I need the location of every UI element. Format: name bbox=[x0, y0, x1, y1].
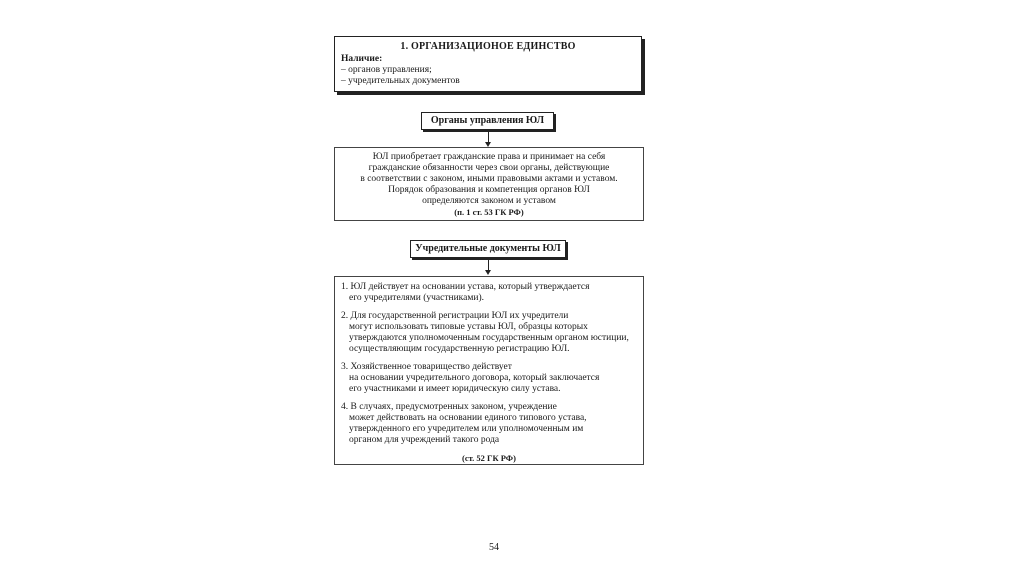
founding-paragraph-line: 3. Хозяйственное товарищество действует bbox=[341, 362, 512, 372]
founding-documents-citation: (ст. 52 ГК РФ) bbox=[462, 453, 516, 463]
org-unity-heading: Наличие: bbox=[341, 54, 383, 64]
founding-paragraph-line: органом для учреждений такого рода bbox=[349, 435, 500, 445]
governing-bodies-line: в соответствии с законом, иными правовыми актами и уставом. bbox=[360, 174, 618, 184]
governing-bodies-line: определяются законом и уставом bbox=[422, 196, 556, 206]
founding-paragraph-line: его участниками и имеет юридическую силу устава. bbox=[349, 384, 561, 394]
founding-documents-box bbox=[334, 276, 644, 465]
founding-paragraph-line: на основании учредительного договора, который заключается bbox=[349, 373, 600, 383]
founding-paragraph-line: 1. ЮЛ действует на основании устава, который утверждается bbox=[341, 282, 590, 292]
page-number: 54 bbox=[489, 542, 499, 553]
org-unity-title: 1. ОРГАНИЗАЦИОНОЕ ЕДИНСТВО bbox=[400, 41, 576, 52]
governing-bodies-line: Порядок образования и компетенция органов ЮЛ bbox=[388, 185, 590, 195]
founding-paragraph-line: его учредителями (участниками). bbox=[349, 293, 485, 303]
founding-paragraph-line: 2. Для государственной регистрации ЮЛ их учредители bbox=[341, 311, 569, 321]
founding-paragraph-line: 4. В случаях, предусмотренных законом, учреждение bbox=[341, 402, 557, 412]
founding-paragraph bbox=[341, 311, 637, 355]
governing-bodies-label: Органы управления ЮЛ bbox=[421, 112, 554, 130]
founding-paragraph-line: осуществляющим государственную регистрацию ЮЛ. bbox=[349, 344, 570, 354]
founding-documents-label: Учредительные документы ЮЛ bbox=[410, 240, 566, 258]
founding-paragraph-line: утвержденного его учредителем или уполномоченным им bbox=[349, 424, 584, 434]
arrow-down-icon bbox=[485, 270, 491, 275]
governing-bodies-line: гражданские обязанности через свои органы, действующие bbox=[368, 163, 610, 173]
founding-paragraph bbox=[341, 362, 637, 395]
governing-bodies-box bbox=[334, 147, 644, 221]
org-unity-item: – органов управления; bbox=[341, 65, 432, 75]
founding-paragraph-line: могут использовать типовые уставы ЮЛ, образцы которых bbox=[349, 322, 588, 332]
founding-paragraph-line: утверждаются уполномоченным государственным органом юстиции, bbox=[349, 333, 629, 343]
governing-bodies-line: ЮЛ приобретает гражданские права и принимает на себя bbox=[372, 152, 606, 162]
founding-paragraph bbox=[341, 282, 637, 304]
founding-paragraph-line: может действовать на основании единого типового устава, bbox=[349, 413, 587, 423]
org-unity-box bbox=[334, 36, 642, 92]
founding-paragraph bbox=[341, 402, 637, 446]
org-unity-item: – учредительных документов bbox=[341, 76, 460, 86]
governing-bodies-citation: (п. 1 ст. 53 ГК РФ) bbox=[454, 207, 524, 217]
